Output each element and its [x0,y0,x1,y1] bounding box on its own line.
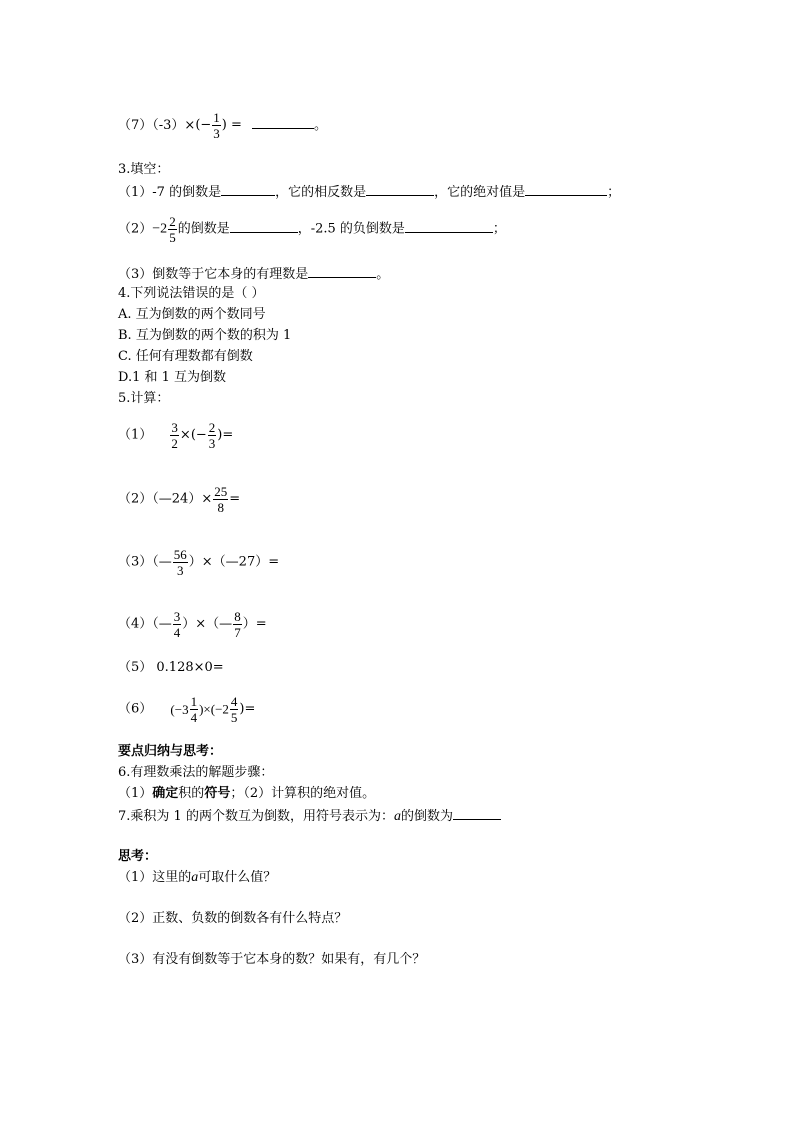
s3-l2-blank1[interactable] [230,220,298,233]
q7-answer-blank[interactable] [252,116,314,129]
s5-p5: （5） 0.128×0= [118,660,224,675]
s7-line: 7.乘积为 1 的两个数互为倒数，用符号表示为：a的倒数为 [118,807,501,825]
s5-p1: （1） $\frac{3}{2}$ ×(− $\frac{2}{3}$ )= [118,420,234,451]
s4-option-c: C. 任何有理数都有倒数 [118,349,253,364]
q7-fraction: $\frac{1}{3}$ [213,110,220,141]
s5-p6-frac1: $\frac{1}{4}$ [190,694,198,725]
s4-option-b: B. 互为倒数的两个数的积为 1 [118,328,292,343]
s5-p6: （6） (−3 $\frac{1}{4}$ )×(−2 $\frac{4}{5}$ )= [118,694,256,725]
s5-p4: （4）（— $\frac{3}{4}$ ）×（— $\frac{8}{7}$ ）= [118,609,267,640]
think-q2: （2）正数、负数的倒数各有什么特点？ [118,911,348,926]
s3-l1-blank2[interactable] [366,183,434,196]
think-title: 思考： [118,849,158,864]
s4-option-d: D.1 和 1 互为倒数 [118,370,227,385]
s3-title: 3.填空： [118,162,170,177]
s3-line2: （2）−2 $\frac{2}{5}$ 的倒数是 ，-2.5 的负倒数是 ； [118,214,506,245]
s5-title: 5.计算： [118,391,170,406]
think-q3: （3）有没有倒数等于它本身的数？如果有，有几个？ [118,952,426,967]
s5-p3-frac: $\frac{56}{3}$ [173,547,187,578]
s3-l2-fraction: $\frac{2}{5}$ [169,214,176,245]
summary-title: 要点归纳与思考： [118,744,223,759]
s3-l1-blank1[interactable] [221,183,275,196]
s5-p2: （2）（—24）× $\frac{25}{8}$ = [118,484,241,515]
s4-option-a: A. 互为倒数的两个数同号 [118,307,266,322]
s3-l3-blank[interactable] [308,265,376,278]
q7-open: (− [195,117,212,133]
s5-p2-frac: $\frac{25}{8}$ [214,484,228,515]
s3-line1: （1）-7 的倒数是 ，它的相反数是 ，它的绝对值是 ； [118,185,621,200]
q7-line: （7）（-3）×(− $\frac{1}{3}$ ) = 。 [118,110,328,141]
s6-steps: （1）确定积的符号；（2）计算积的绝对值。 [118,786,376,801]
s7-answer-blank[interactable] [453,807,501,820]
s5-p4-frac1: $\frac{3}{4}$ [173,609,181,640]
q7-close: ) = [221,117,242,133]
s5-p4-frac2: $\frac{8}{7}$ [234,609,241,640]
s5-p1-frac1: $\frac{3}{2}$ [171,420,178,451]
s5-p6-frac2: $\frac{4}{5}$ [230,694,238,725]
s3-l1-blank3[interactable] [525,183,607,196]
s4-title: 4.下列说法错误的是（ ） [118,286,265,301]
think-q1: （1）这里的a可取什么值？ [118,870,277,885]
s3-line3: （3）倒数等于它本身的有理数是 。 [118,267,390,282]
s6-title: 6.有理数乘法的解题步骤： [118,765,274,780]
q7-prefix: （7）（-3）× [118,118,196,133]
s5-p3: （3）（— $\frac{56}{3}$ ）×（—27）= [118,547,280,578]
s5-p1-frac2: $\frac{2}{3}$ [208,420,216,451]
s3-l2-blank2[interactable] [405,220,493,233]
